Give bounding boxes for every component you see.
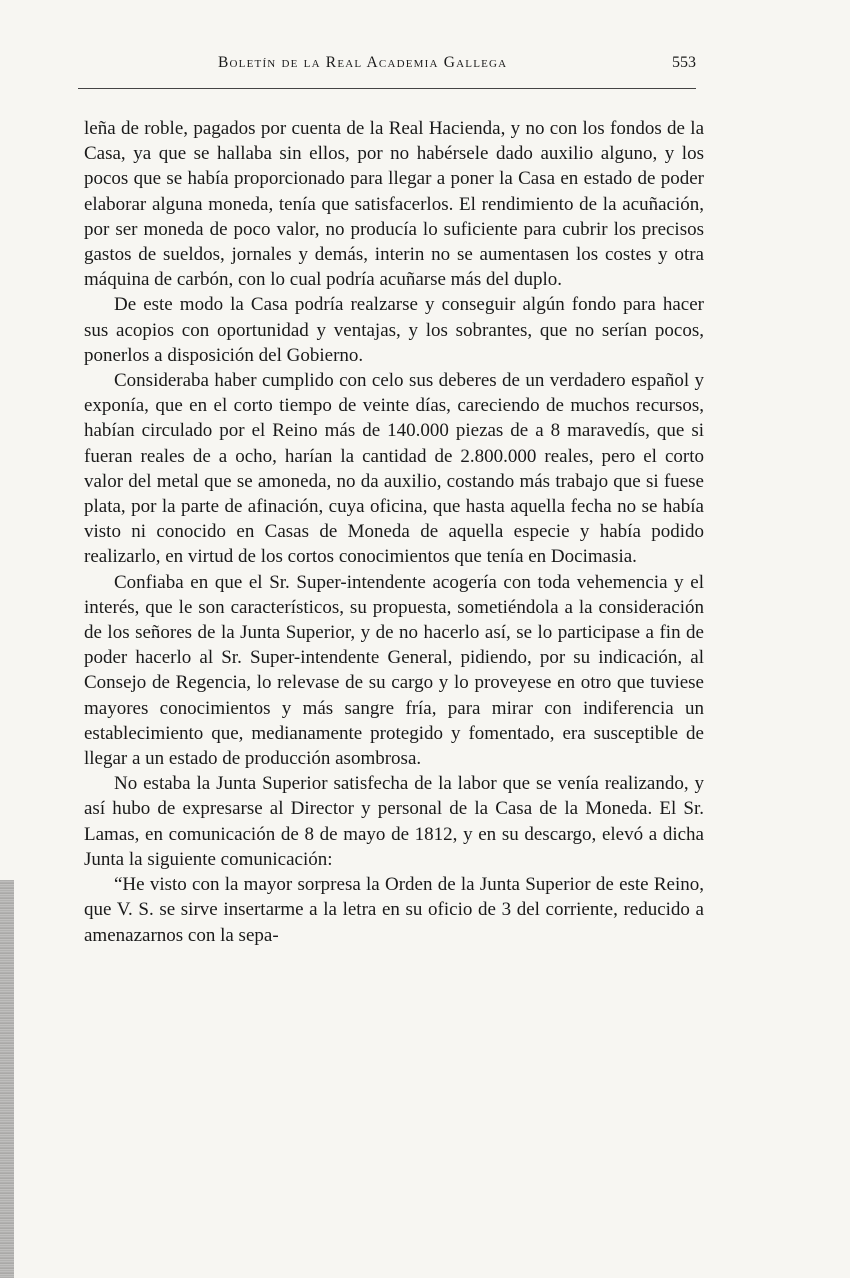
scan-binding-edge — [0, 880, 14, 1278]
body-text — [84, 116, 704, 948]
page-header — [78, 54, 696, 82]
paragraph: “He visto con la mayor sorpresa la Orden de la Junta Superior de este Reino, que V. S. se sirve insertarme a la letra en su oficio de 3 del corriente, reducido a amenazarnos con la sepa- — [84, 874, 704, 946]
paragraph: Confiaba en que el Sr. Super-intendente acogería con toda vehemencia y el interés, que le son característicos, su propuesta, sometiéndola a la consideración de los señores de la Junta Superior, y de no hacerlo así, se lo participase a fin de poder hacerlo al Sr. Super-intendente General, pidiendo, por su indicación, al Consejo de Regencia, lo relevase de su cargo y lo proveyese en otro que tuviese mayores conocimientos y más sangre fría, para mirar con indiferencia un establecimiento que, medianamente protegido y fomentado, era susceptible de llegar a un estado de producción asombrosa. — [84, 571, 704, 770]
running-head: Boletín de la Real Academia Gallega — [218, 54, 508, 71]
paragraph: leña de roble, pagados por cuenta de la Real Hacienda, y no con los fondos de la Casa, ya que se hallaba sin ellos, por no habérsele dado auxilio alguno, y los pocos que se había proporcionado para llegar a poner la Casa en estado de poder elaborar alguna moneda, tenía que satisfacerlos. El rendimiento de la acuñación, por ser moneda de poco valor, no producía lo suficiente para cubrir los precisos gastos de sueldos, jornales y demás, interin no se aumentasen los costes y otra máquina de carbón, con lo cual podría acuñarse más del duplo. — [84, 118, 704, 291]
paragraph: De este modo la Casa podría realzarse y conseguir algún fondo para hacer sus acopios con oportunidad y ventajas, y los sobrantes, que no serían pocos, ponerlos a disposición del Gobierno. — [84, 294, 704, 366]
header-rule — [78, 88, 696, 89]
paragraph: No estaba la Junta Superior satisfecha de la labor que se venía realizando, y así hubo de expresarse al Director y personal de la Casa de la Moneda. El Sr. Lamas, en comunicación de 8 de mayo de 1812, y en su descargo, elevó a dicha Junta la siguiente comunicación: — [84, 773, 704, 870]
paragraph: Consideraba haber cumplido con celo sus deberes de un verdadero español y exponía, que en el corto tiempo de veinte días, careciendo de muchos recursos, habían circulado por el Reino más de 140.000 piezas de a 8 maravedís, que si fueran reales de a ocho, harían la cantidad de 2.800.000 reales, pero el corto valor del metal que se amoneda, no da auxilio, costando más trabajo que si fuese plata, por la parte de afinación, cuya oficina, que hasta aquella fecha no se había visto ni conocido en Casas de Moneda de aquella especie y había podido realizarlo, en virtud de los cortos conocimientos que tenía en Docimasia. — [84, 370, 704, 568]
page-number: 553 — [672, 54, 696, 71]
